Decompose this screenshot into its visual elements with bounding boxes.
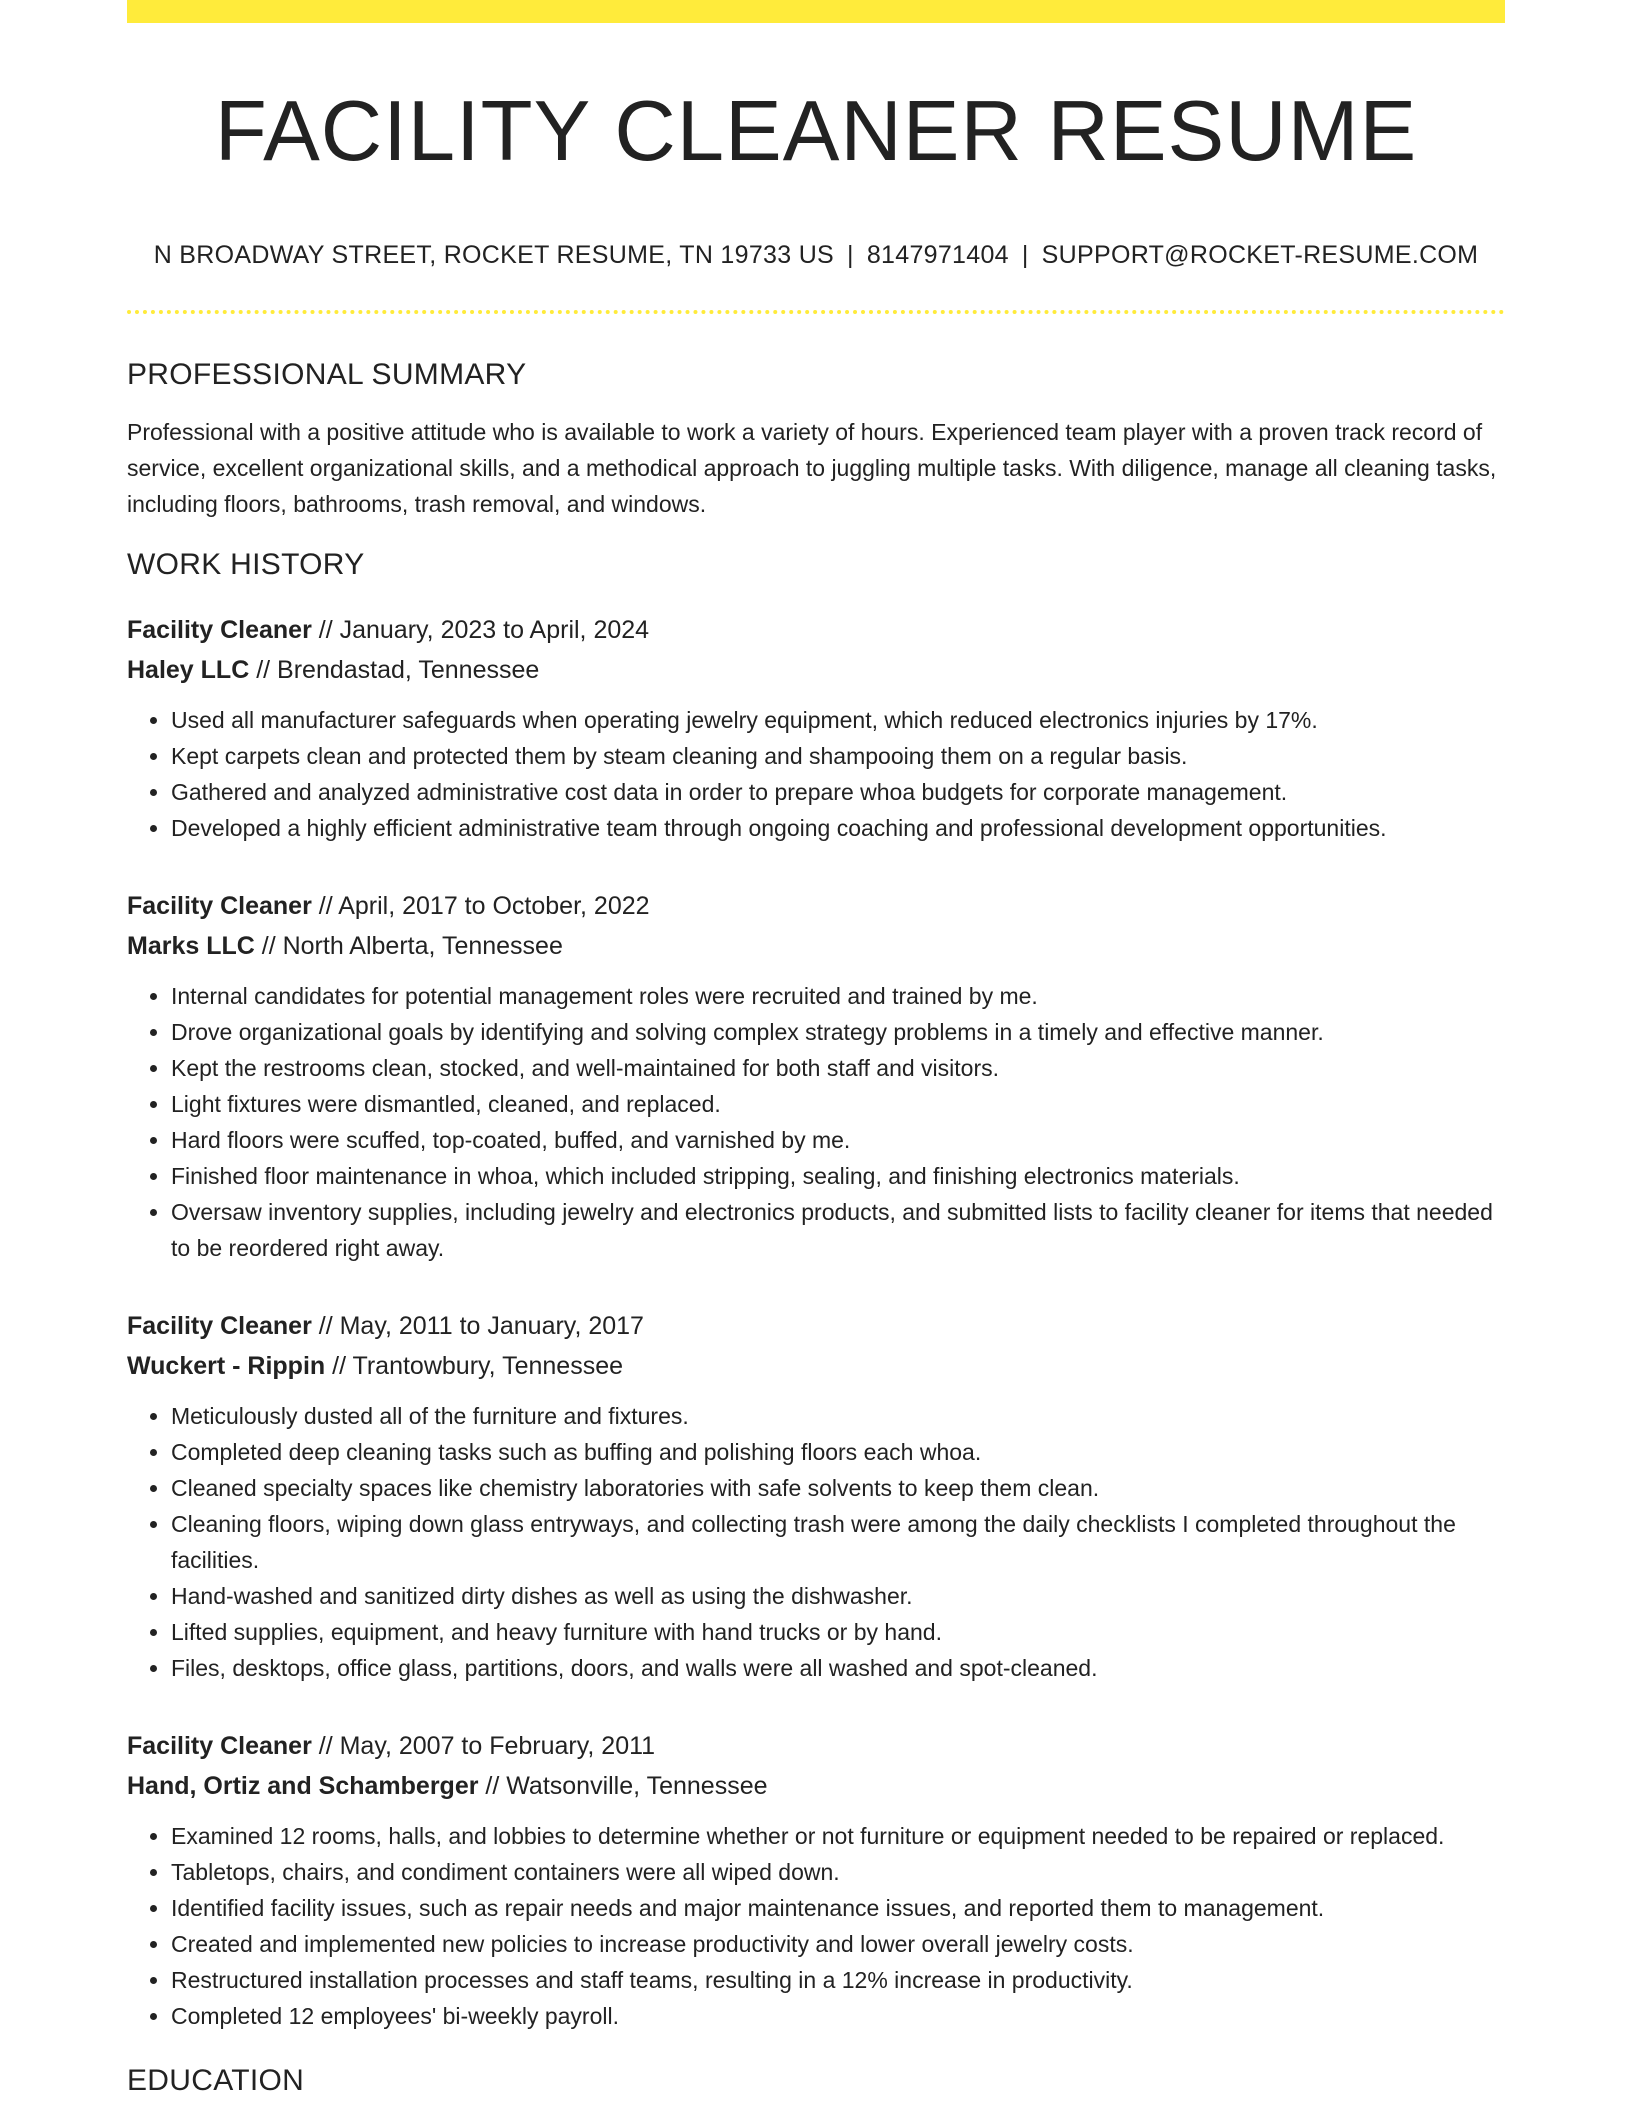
job-company-line [127,1346,1505,1386]
job-bullet: • Kept carpets clean and protected them by steam cleaning and shampooing them on a regular basis. [171,738,1505,774]
job-bullet: • Hand-washed and sanitized dirty dishes as well as using the dishwasher. [171,1578,1505,1614]
job-title: Facility Cleaner [127,615,312,644]
job-bullet: • Identified facility issues, such as repair needs and major maintenance issues, and reported them to management. [171,1890,1505,1926]
job-company: Wuckert - Rippin [127,1351,326,1380]
job-bullet: • Used all manufacturer safeguards when operating jewelry equipment, which reduced electronics injuries by 17%. [171,702,1505,738]
job-title-line [127,610,1505,650]
job-dates: // April, 2017 to October, 2022 [311,891,650,920]
job-bullets [127,978,1505,1266]
job-title: Facility Cleaner [127,1311,312,1340]
job-bullet: • Hard floors were scuffed, top-coated, buffed, and varnished by me. [171,1122,1505,1158]
job-company: Haley LLC [127,655,250,684]
education-heading: EDUCATION [127,2063,305,2097]
job-title: Facility Cleaner [127,891,312,920]
job-company-line [127,650,1505,690]
job-entry [127,1306,1505,1686]
job-company: Hand, Ortiz and Schamberger [127,1771,479,1800]
job-bullet: • Completed deep cleaning tasks such as buffing and polishing floors each whoa. [171,1434,1505,1470]
job-company-line [127,926,1505,966]
job-company-line [127,1766,1505,1806]
job-bullet: • Light fixtures were dismantled, cleaned, and replaced. [171,1086,1505,1122]
work-history-heading: WORK HISTORY [127,547,365,581]
contact-email: SUPPORT@ROCKET-RESUME.COM [1041,240,1479,269]
job-bullet: • Developed a highly efficient administrative team through ongoing coaching and professional development opportunities. [171,810,1505,846]
job-bullets [127,1398,1505,1686]
job-bullet: • Oversaw inventory supplies, including jewelry and electronics products, and submitted lists to facility cleaner for items that needed to be reordered right away. [171,1194,1505,1266]
job-dates: // May, 2007 to February, 2011 [311,1731,656,1760]
job-bullet: • Meticulously dusted all of the furniture and fixtures. [171,1398,1505,1434]
job-entry [127,886,1505,1266]
job-entry [127,1726,1505,2034]
job-location: // Watsonville, Tennessee [478,1771,768,1800]
job-bullet: • Internal candidates for potential management roles were recruited and trained by me. [171,978,1505,1014]
job-company: Marks LLC [127,931,255,960]
job-title: Facility Cleaner [127,1731,312,1760]
job-entry [127,610,1505,846]
job-location: // Brendastad, Tennessee [249,655,540,684]
job-bullet: • Completed 12 employees' bi-weekly payroll. [171,1998,1505,2034]
job-bullet: • Files, desktops, office glass, partitions, doors, and walls were all washed and spot-cleaned. [171,1650,1505,1686]
summary-text: Professional with a positive attitude who is available to work a variety of hours. Experienced team player with a proven track record of service, excellent organizational skills, and a methodical approach to juggling multiple tasks. With diligence, manage all cleaning tasks, including floors, bathrooms, trash removal, and windows. [127,418,1497,517]
job-bullet: • Kept the restrooms clean, stocked, and well-maintained for both staff and visitors. [171,1050,1505,1086]
contact-line [127,241,1505,270]
job-bullets [127,1818,1505,2034]
job-bullet: • Cleaning floors, wiping down glass entryways, and collecting trash were among the daily checklists I completed throughout the facilities. [171,1506,1505,1578]
job-bullet: • Drove organizational goals by identifying and solving complex strategy problems in a timely and effective manner. [171,1014,1505,1050]
contact-separator: | [1021,240,1029,269]
contact-phone: 8147971404 [866,240,1009,269]
job-bullet: • Gathered and analyzed administrative cost data in order to prepare whoa budgets for corporate management. [171,774,1505,810]
top-accent-bar [127,0,1505,23]
job-dates: // May, 2011 to January, 2017 [311,1311,644,1340]
job-bullet: • Tabletops, chairs, and condiment containers were all wiped down. [171,1854,1505,1890]
dotted-divider [127,310,1505,314]
job-bullet: • Restructured installation processes and staff teams, resulting in a 12% increase in productivity. [171,1962,1505,1998]
job-bullet: • Examined 12 rooms, halls, and lobbies to determine whether or not furniture or equipment needed to be repaired or replaced. [171,1818,1505,1854]
job-location: // North Alberta, Tennessee [254,931,563,960]
job-bullets [127,702,1505,846]
job-bullet: • Finished floor maintenance in whoa, which included stripping, sealing, and finishing electronics materials. [171,1158,1505,1194]
contact-address: N BROADWAY STREET, ROCKET RESUME, TN 19733 US [153,240,835,269]
job-bullet: • Cleaned specialty spaces like chemistry laboratories with safe solvents to keep them clean. [171,1470,1505,1506]
job-title-line [127,1306,1505,1346]
job-bullet: • Created and implemented new policies to increase productivity and lower overall jewelry costs. [171,1926,1505,1962]
contact-separator: | [847,240,854,269]
job-dates: // January, 2023 to April, 2024 [311,615,650,644]
summary-heading: PROFESSIONAL SUMMARY [127,357,527,391]
resume-page [127,0,1505,2098]
job-list [127,610,1505,2034]
job-bullet: • Lifted supplies, equipment, and heavy furniture with hand trucks or by hand. [171,1614,1505,1650]
job-title-line [127,886,1505,926]
job-title-line [127,1726,1505,1766]
resume-title: FACILITY CLEANER RESUME [214,84,1418,179]
job-location: // Trantowbury, Tennessee [325,1351,624,1380]
